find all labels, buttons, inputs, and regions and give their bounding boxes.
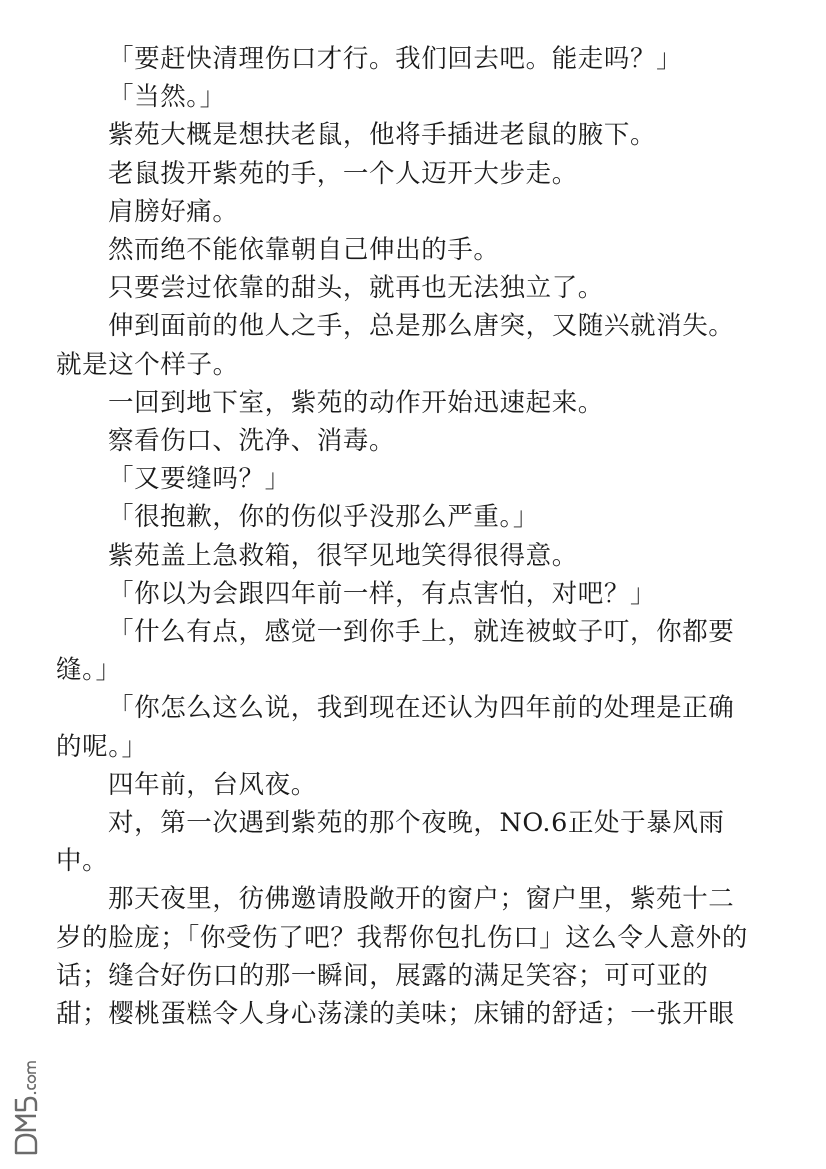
document-body (56, 40, 756, 1033)
paragraph: 老鼠拨开紫苑的手，一个人迈开大步走。 (108, 158, 578, 189)
paragraph: 只要尝过依靠的甜头，就再也无法独立了。 (108, 273, 604, 304)
paragraph: 「要赶快清理伤口才行。我们回去吧。能走吗？」 (108, 44, 683, 74)
paragraph: 那天夜里，彷佛邀请股敞开的窗户；窗户里，紫苑十二岁的脸庞；「你受伤了吧？我帮你包扎伤口」这么令人意外的话；缝合好伤口的那一瞬间，展露的满足笑容；可可亚的甜；樱桃蛋糕令人身心荡漾的美味；床铺的舒适；一张开眼 (56, 884, 748, 1030)
dm5-logo-icon (6, 1055, 48, 1160)
paragraph: 紫苑大概是想扶老鼠，他将手插进老鼠的腋下。 (108, 120, 657, 151)
paragraph: 伸到面前的他人之手，总是那么唐突，又随兴就消失。就是这个样子。 (56, 311, 735, 380)
paragraph: 「当然。」 (108, 82, 226, 113)
paragraph: 「又要缝吗？」 (108, 464, 291, 495)
watermark-logo (6, 1055, 48, 1160)
paragraph: 紫苑盖上急救箱，很罕见地笑得很得意。 (108, 540, 578, 571)
paragraph: 察看伤口、洗净、消毒。 (108, 426, 396, 457)
paragraph: 肩膀好痛。 (108, 196, 239, 227)
paragraph: 「什么有点，感觉一到你手上，就连被蚊子叮，你都要缝。」 (56, 617, 735, 686)
paragraph: 「你怎么这么说，我到现在还认为四年前的处理是正确的呢。」 (56, 693, 735, 762)
paragraph: 对，第一次遇到紫苑的那个夜晚，NO.6正处于暴风雨中。 (56, 808, 725, 877)
paragraph: 然而绝不能依靠朝自己伸出的手。 (108, 235, 500, 266)
paragraph: 四年前，台风夜。 (108, 769, 317, 800)
paragraph: 「你以为会跟四年前一样，有点害怕，对吧？」 (108, 578, 657, 609)
paragraph: 一回到地下室，紫苑的动作开始迅速起来。 (108, 387, 604, 418)
paragraph: 「很抱歉，你的伤似乎没那么严重。」 (108, 502, 539, 533)
